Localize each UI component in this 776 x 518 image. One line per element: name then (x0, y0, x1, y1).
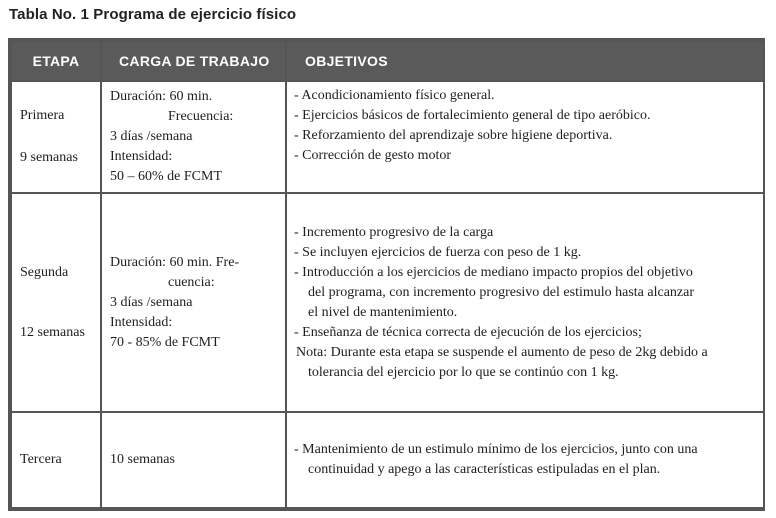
stage-weeks: 12 semanas (20, 324, 85, 340)
objective-line: del programa, con incremento progresivo del estimulo hasta alcanzar (308, 284, 695, 300)
stage-name: Primera (20, 108, 65, 123)
objective-line: continuidad y apego a las características estipuladas en el plan. (308, 462, 661, 477)
stage-weeks: 9 semanas (20, 150, 78, 165)
objective-line: - Acondicionamiento físico general. (294, 88, 495, 103)
load-line: Duración: 60 min. (110, 89, 213, 104)
header-etapa: ETAPA (11, 41, 101, 81)
load-cell (101, 412, 286, 508)
objective-line: - Mantenimiento de un estimulo mínimo de los ejercicios, junto con una (294, 442, 698, 457)
table-row-tercera (11, 412, 764, 508)
objective-line: - Introducción a los ejercicios de mediano impacto propios del objetivo (294, 264, 693, 280)
table-header-row (11, 41, 764, 81)
header-carga: CARGA DE TRABAJO (101, 41, 286, 81)
objectives-cell (286, 193, 764, 412)
objectives-cell (286, 81, 764, 193)
load-line: cuencia: (168, 274, 215, 290)
load-line: 3 días /semana (110, 129, 193, 144)
objective-line: - Enseñanza de técnica correcta de ejecución de los ejercicios; (294, 324, 642, 340)
objective-line: - Se incluyen ejercicios de fuerza con peso de 1 kg. (294, 244, 582, 260)
stage-cell (11, 412, 101, 508)
objective-note: tolerancia del ejercicio por lo que se continúo con 1 kg. (308, 364, 619, 380)
stage-cell (11, 81, 101, 193)
stage-name: Segunda (20, 264, 69, 280)
stage-name: Tercera (20, 452, 62, 467)
table-row-primera (11, 81, 764, 193)
load-line: Intensidad: (110, 314, 173, 330)
table-row-segunda (11, 193, 764, 412)
objectives-cell (286, 412, 764, 508)
objective-line: - Ejercicios básicos de fortalecimiento general de tipo aeróbico. (294, 108, 651, 123)
load-line: Duración: 60 min. Fre- (110, 254, 240, 270)
load-line: 50 – 60% de FCMT (110, 169, 222, 184)
load-cell (101, 193, 286, 412)
objective-line: - Incremento progresivo de la carga (294, 224, 494, 240)
load-line: 10 semanas (110, 452, 175, 467)
objective-line: - Reforzamiento del aprendizaje sobre higiene deportiva. (294, 128, 613, 143)
load-line: 70 - 85% de FCMT (110, 334, 220, 350)
objective-line: - Corrección de gesto motor (294, 148, 452, 163)
stage-cell (11, 193, 101, 412)
exercise-program-table (8, 38, 765, 511)
objective-note: Nota: Durante esta etapa se suspende el aumento de peso de 2kg debido a (296, 344, 708, 360)
load-line: Frecuencia: (168, 109, 234, 124)
load-cell (101, 81, 286, 193)
header-objetivos: OBJETIVOS (286, 41, 764, 81)
load-line: Intensidad: (110, 149, 173, 164)
objective-line: el nivel de mantenimiento. (308, 304, 458, 320)
table-caption: Tabla No. 1 Programa de ejercicio físico (9, 6, 297, 23)
load-line: 3 días /semana (110, 294, 193, 310)
